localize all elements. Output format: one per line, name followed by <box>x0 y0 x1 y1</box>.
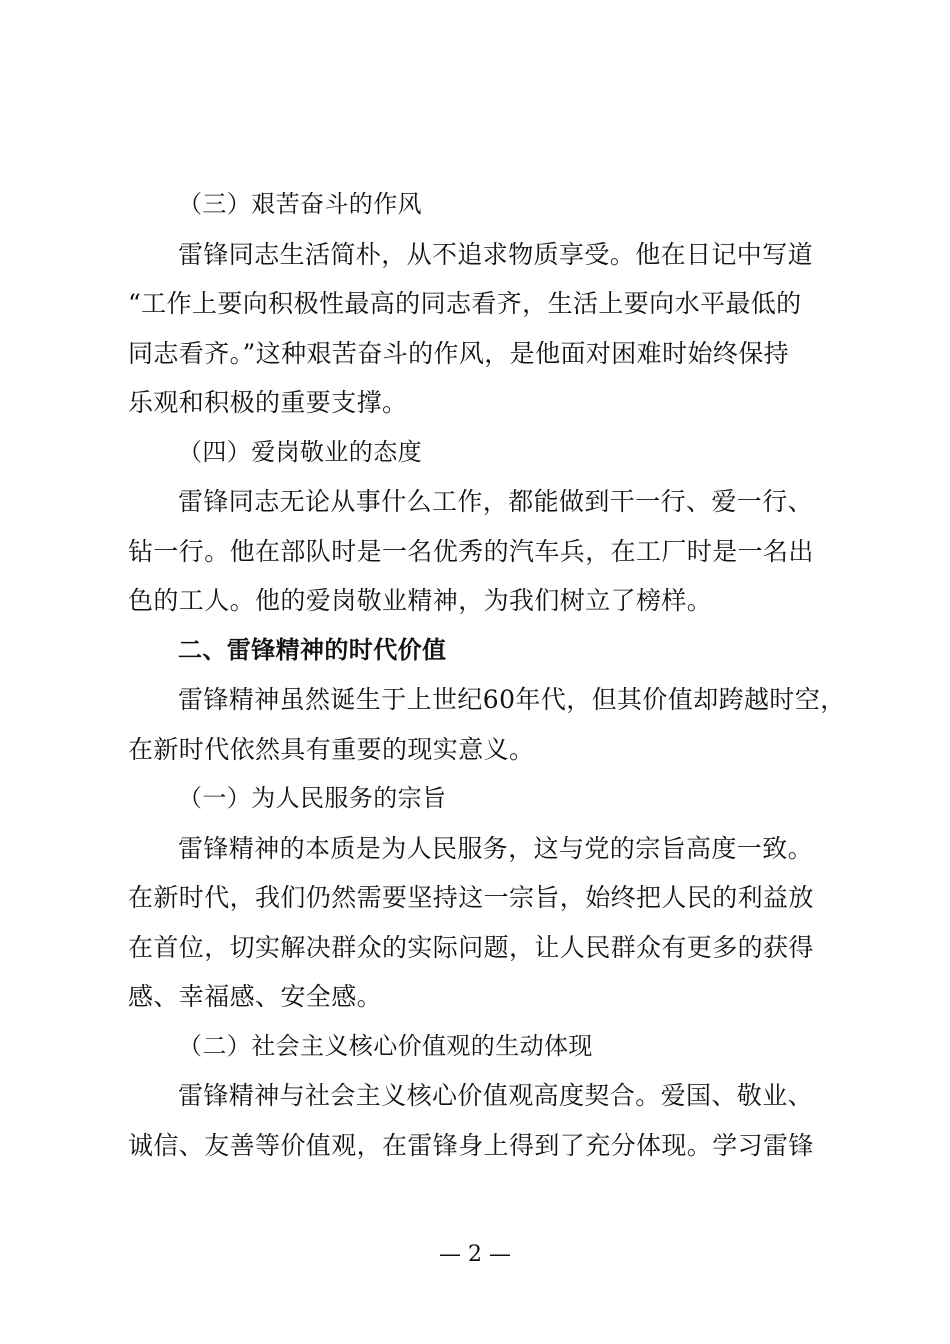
section-subheading: （一）为人民服务的宗旨 <box>178 784 447 812</box>
paragraph-line: 诚信、友善等价值观，在雷锋身上得到了充分体现。学习雷锋 <box>128 1130 814 1160</box>
page-number: — 2 — <box>439 1242 511 1267</box>
paragraph-first-line: 雷锋精神与社会主义核心价值观高度契合。爱国、敬业、 <box>178 1081 814 1110</box>
paragraph-first-line: 雷锋同志无论从事什么工作，都能做到干一行、爱一行、 <box>178 487 814 516</box>
section-heading: 二、雷锋精神的时代价值 <box>178 635 447 664</box>
paragraph-line: 钻一行。他在部队时是一名优秀的汽车兵，在工厂时是一名出 <box>128 536 814 566</box>
section-subheading: （三）艰苦奋斗的作风 <box>178 190 422 218</box>
paragraph-line: 感、幸福感、安全感。 <box>128 982 383 1011</box>
document-body <box>128 180 846 1170</box>
paragraph-line: 色的工人。他的爱岗敬业精神，为我们树立了榜样。 <box>128 586 713 615</box>
paragraph-first-line: 雷锋精神的本质是为人民服务，这与党的宗旨高度一致。 <box>178 833 814 863</box>
paragraph-line: 同志看齐。”这种艰苦奋斗的作风，是他面对困难时始终保持 <box>128 338 790 368</box>
paragraph-first-line: 雷锋精神虽然诞生于上世纪60年代，但其价值却跨越时空， <box>178 685 846 714</box>
section-subheading: （四）爱岗敬业的态度 <box>178 437 422 466</box>
section-subheading: （二）社会主义核心价值观的生动体现 <box>178 1031 593 1060</box>
paragraph-line: 在首位，切实解决群众的实际问题，让人民群众有更多的获得 <box>128 932 814 962</box>
paragraph-first-line: 雷锋同志生活简朴，从不追求物质享受。他在日记中写道 <box>178 239 814 269</box>
paragraph-line: “工作上要向积极性最高的同志看齐，生活上要向水平最低的 <box>128 289 802 318</box>
paragraph-line: 在新时代依然具有重要的现实意义。 <box>128 734 535 764</box>
paragraph-line: 在新时代，我们仍然需要坚持这一宗旨，始终把人民的利益放 <box>128 883 814 912</box>
paragraph-line: 乐观和积极的重要支撑。 <box>128 388 408 417</box>
